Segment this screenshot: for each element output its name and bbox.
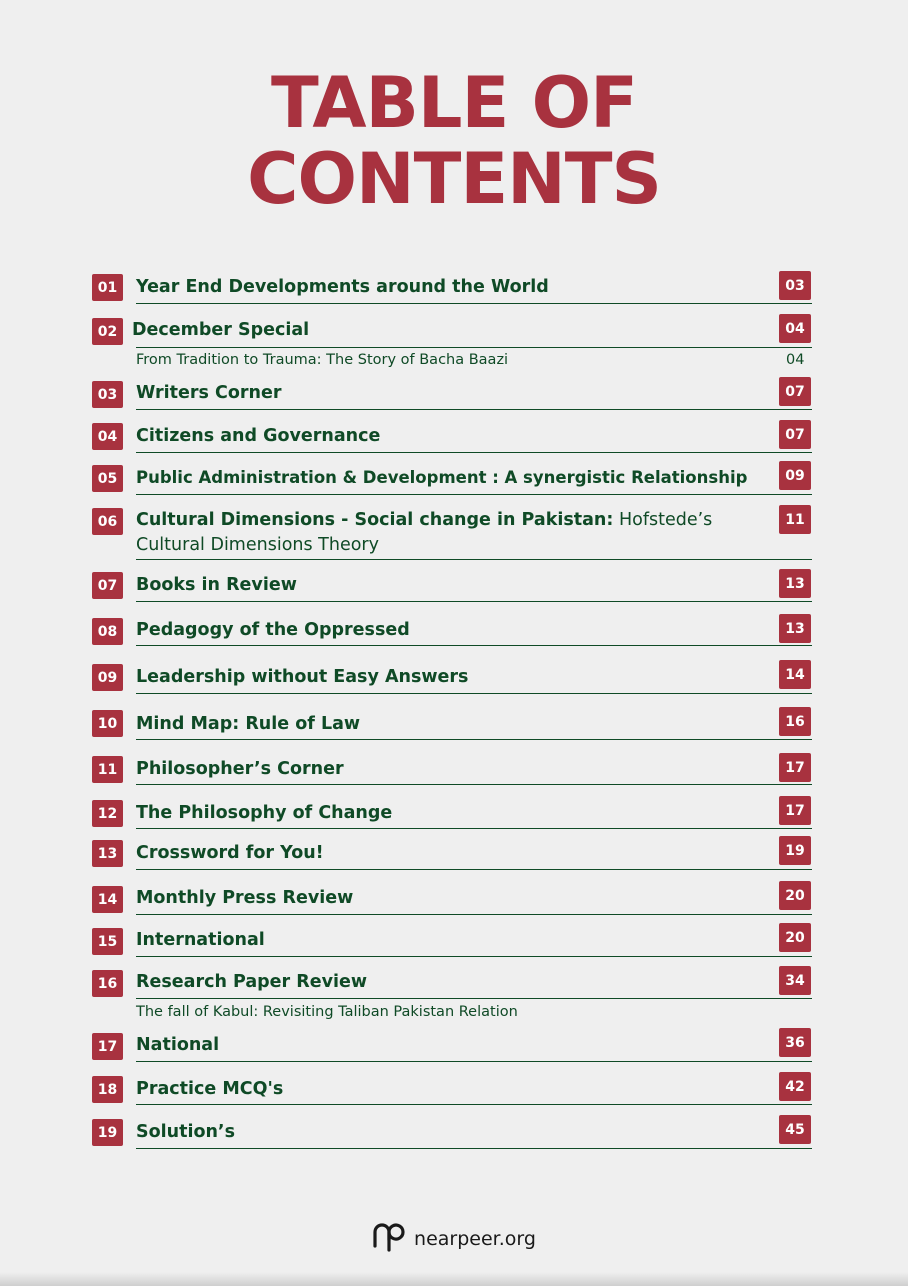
entry-number-badge: 08 <box>92 618 123 645</box>
entry-number-badge: 05 <box>92 465 123 492</box>
entry-divider <box>136 739 812 740</box>
entry-number-badge: 16 <box>92 970 123 997</box>
entry-divider <box>136 784 812 785</box>
entry-divider <box>136 347 812 348</box>
entry-number-badge: 19 <box>92 1119 123 1146</box>
page-title-line-1: TABLE OF <box>271 62 637 144</box>
entry-title: Research Paper Review <box>136 972 368 992</box>
entry-number-badge: 01 <box>92 274 123 301</box>
entry-title: International <box>136 930 265 950</box>
entry-title: Writers Corner <box>136 383 282 403</box>
subentry-page: 04 <box>786 352 805 368</box>
page-number-badge: 45 <box>779 1115 811 1144</box>
entry-number-badge: 07 <box>92 572 123 599</box>
entry-divider <box>136 828 812 829</box>
entry-divider <box>136 1061 812 1062</box>
entry-number-badge: 14 <box>92 886 123 913</box>
page-number-badge: 07 <box>779 420 811 449</box>
entry-divider <box>136 1104 812 1105</box>
page-number-badge: 07 <box>779 377 811 406</box>
entry-number-badge: 10 <box>92 710 123 737</box>
page-number-badge: 17 <box>779 753 811 782</box>
page-number-badge: 04 <box>779 314 811 343</box>
page-number-badge: 19 <box>779 836 811 865</box>
entry-number-badge: 11 <box>92 756 123 783</box>
entry-title: Leadership without Easy Answers <box>136 667 469 687</box>
entry-title: Public Administration & Development : A synergistic Relationship <box>136 468 748 487</box>
entry-title: Cultural Dimensions - Social change in Pakistan: <box>136 510 614 530</box>
entry-divider <box>136 601 812 602</box>
entry-title-subtitle: Hofstede’s Cultural Dimensions Theory <box>136 510 713 555</box>
page-number-badge: 13 <box>779 614 811 643</box>
entry-divider <box>136 998 812 999</box>
page-number-badge: 09 <box>779 461 811 490</box>
page-number-badge: 16 <box>779 707 811 736</box>
entry-divider <box>136 693 812 694</box>
entry-number-badge: 13 <box>92 840 123 867</box>
entry-title: December Special <box>132 320 310 340</box>
entry-divider <box>136 956 812 957</box>
entry-number-badge: 17 <box>92 1033 123 1060</box>
entry-title: Citizens and Governance <box>136 426 381 446</box>
entry-divider <box>136 914 812 915</box>
entry-number-badge: 09 <box>92 664 123 691</box>
page-title-line-2: CONTENTS <box>247 138 661 220</box>
entry-title-wrapper <box>136 508 736 558</box>
entry-title: Pedagogy of the Oppressed <box>136 620 410 640</box>
page-bottom-edge <box>0 1272 908 1286</box>
entry-number-badge: 04 <box>92 423 123 450</box>
entry-divider <box>136 869 812 870</box>
entry-divider <box>136 645 812 646</box>
entry-title: National <box>136 1035 220 1055</box>
entry-title: Crossword for You! <box>136 843 324 863</box>
page-number-badge: 42 <box>779 1072 811 1101</box>
page-number-badge: 11 <box>779 505 811 534</box>
entry-divider <box>136 1148 812 1149</box>
entry-divider <box>136 452 812 453</box>
page-number-badge: 03 <box>779 271 811 300</box>
page-number-badge: 20 <box>779 881 811 910</box>
entry-divider <box>136 559 812 560</box>
subentry-fall-of-kabul[interactable]: The fall of Kabul: Revisiting Taliban Pakistan Relation <box>136 1004 518 1020</box>
entry-divider <box>136 409 812 410</box>
page-number-badge: 36 <box>779 1028 811 1057</box>
entry-divider <box>136 303 812 304</box>
page-number-badge: 34 <box>779 966 811 995</box>
entry-title: Year End Developments around the World <box>136 277 549 297</box>
entry-divider <box>136 494 812 495</box>
entry-number-badge: 18 <box>92 1076 123 1103</box>
entry-title: Monthly Press Review <box>136 888 354 908</box>
footer-brand[interactable] <box>0 1222 908 1256</box>
entry-title: Philosopher’s Corner <box>136 759 344 779</box>
entry-title: Solution’s <box>136 1122 235 1142</box>
brand-name: nearpeer.org <box>414 1228 536 1250</box>
entry-number-badge: 02 <box>92 318 123 345</box>
np-logo-icon <box>372 1222 408 1256</box>
subentry-bacha-baazi[interactable]: From Tradition to Trauma: The Story of Bacha Baazi <box>136 352 509 368</box>
page-number-badge: 20 <box>779 923 811 952</box>
entry-title: Practice MCQ's <box>136 1079 284 1099</box>
entry-title: Books in Review <box>136 575 297 595</box>
entry-number-badge: 06 <box>92 508 123 535</box>
entry-number-badge: 03 <box>92 381 123 408</box>
entry-number-badge: 12 <box>92 800 123 827</box>
entry-title: Mind Map: Rule of Law <box>136 714 361 734</box>
page-number-badge: 14 <box>779 660 811 689</box>
entry-number-badge: 15 <box>92 928 123 955</box>
page-number-badge: 17 <box>779 796 811 825</box>
page-number-badge: 13 <box>779 569 811 598</box>
entry-title: The Philosophy of Change <box>136 803 393 823</box>
